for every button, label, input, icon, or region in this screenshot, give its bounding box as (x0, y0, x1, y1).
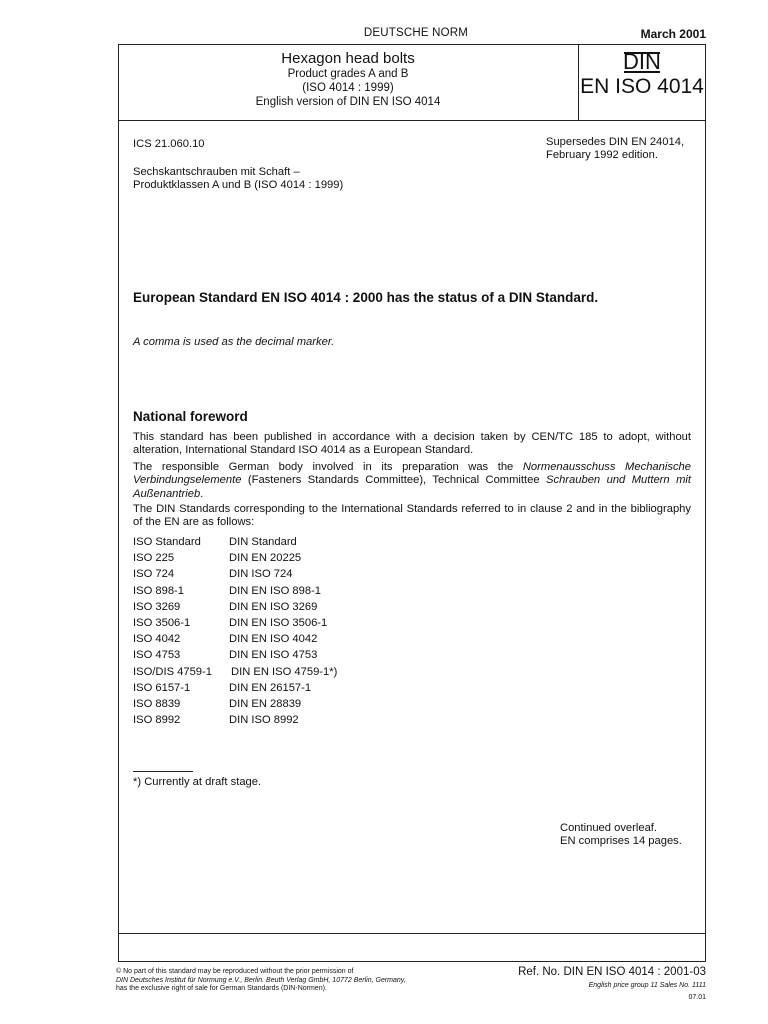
din-cell: DIN ISO 724 (229, 568, 293, 581)
iso-cell: ISO 3506-1 (133, 616, 191, 629)
standard-code: EN ISO 4014 (580, 75, 704, 98)
din-cell: DIN EN ISO 898-1 (229, 584, 322, 597)
iso-cell: ISO 898-1 (133, 584, 184, 597)
table-row (133, 631, 337, 647)
publication-date: March 2001 (640, 27, 706, 41)
status-statement: European Standard EN ISO 4014 : 2000 has the status of a DIN Standard. (133, 290, 599, 305)
german-title (133, 166, 343, 193)
title-iso-reference: (ISO 4014 : 1999) (302, 82, 394, 94)
din-cell: DIN EN ISO 3269 (229, 600, 318, 613)
footnote: *) Currently at draft stage. (133, 776, 262, 788)
copyright-notice (116, 968, 406, 994)
table-header-row (133, 534, 337, 550)
table-row (133, 647, 337, 663)
din-logo: DIN (623, 49, 661, 74)
national-foreword-heading: National foreword (133, 409, 248, 424)
german-title-line-2: Produktklassen A und B (ISO 4014 : 1999) (133, 179, 344, 192)
title-block (118, 50, 578, 109)
table-row (133, 680, 337, 696)
din-cell: DIN EN ISO 4042 (229, 633, 318, 646)
reference-number: Ref. No. DIN EN ISO 4014 : 2001-03 (518, 966, 706, 978)
iso-cell: ISO 724 (133, 568, 175, 581)
title-product-grades: Product grades A and B (287, 68, 409, 80)
iso-cell: ISO 3269 (133, 600, 181, 613)
copyright-line-2: DIN Deutsches Institut für Normung e.V., Berlin. Beuth Verlag GmbH, 10772 Berlin, Germany, (116, 976, 406, 984)
p2-technical-committee: Schrauben und Muttern mit Außenantrieb (133, 474, 691, 500)
page-count: EN comprises 14 pages. (560, 835, 682, 848)
table-row (133, 696, 337, 712)
continued-note (560, 822, 682, 849)
price-group: English price group 11 Sales No. 1111 (588, 982, 706, 989)
footnote-rule (133, 771, 193, 772)
table-row (133, 566, 337, 582)
din-cell: DIN EN ISO 4753 (229, 649, 318, 662)
table-row (133, 583, 337, 599)
supersedes-line-1: Supersedes DIN EN 24014, (546, 136, 685, 148)
column-header-iso: ISO Standard (133, 536, 201, 548)
iso-cell: ISO 6157-1 (133, 681, 191, 694)
decimal-marker-note: A comma is used as the decimal marker. (133, 336, 335, 348)
din-cell: DIN EN ISO 4759-1*) (231, 665, 338, 678)
copyright-line-1: © No part of this standard may be reproduced without the prior permission of (116, 968, 354, 975)
table-row (133, 550, 337, 566)
copyright-line-3: has the exclusive right of sale for German Standards (DIN-Normen). (116, 985, 327, 993)
ics-code: ICS 21.060.10 (133, 138, 205, 150)
p2-text-c: (Fasteners Standards Committee), Technical Committee (241, 474, 547, 487)
continued-overleaf: Continued overleaf. (560, 822, 658, 834)
german-title-line-1: Sechskantschrauben mit Schaft – (133, 166, 300, 178)
p2-committee-name: Normenausschuss Mechanische Verbindungselemente (133, 461, 691, 487)
supersedes-line-2: February 1992 edition. (546, 149, 658, 162)
iso-cell: ISO 8992 (133, 714, 181, 727)
standards-table (133, 534, 337, 728)
foreword-paragraph-1: This standard has been published in accordance with a decision taken by CEN/TC 185 to adopt, without alteration, International Standard ISO 4014 as a European Standard. (133, 431, 691, 457)
p2-text-e: . (200, 487, 204, 500)
din-cell: DIN EN 20225 (229, 552, 302, 565)
table-row (133, 599, 337, 615)
din-cell: DIN EN ISO 3506-1 (229, 616, 328, 629)
din-cell: DIN EN 28839 (229, 697, 302, 710)
iso-cell: ISO 225 (133, 552, 175, 565)
title-english-version: English version of DIN EN ISO 4014 (255, 96, 441, 108)
p2-text-a: The responsible German body involved in its preparation was the (133, 461, 523, 473)
foreword-paragraph-2 (133, 461, 691, 501)
version-code: 07.01 (688, 994, 706, 1001)
foreword-paragraph-3: The DIN Standards corresponding to the International Standards referred to in clause 2 and in the bibliography of the EN are as follows: (133, 503, 691, 529)
header-divider (119, 120, 705, 121)
norm-label: DEUTSCHE NORM (363, 27, 469, 39)
table-row (133, 615, 337, 631)
iso-cell: ISO 4042 (133, 633, 181, 646)
column-header-din: DIN Standard (229, 536, 297, 548)
document-title: Hexagon head bolts (281, 50, 415, 67)
din-cell: DIN EN 26157-1 (229, 681, 312, 694)
iso-cell: ISO 8839 (133, 697, 181, 710)
supersedes-note (546, 136, 684, 163)
iso-cell: ISO 4753 (133, 649, 181, 662)
din-cell: DIN ISO 8992 (229, 714, 299, 727)
table-row (133, 712, 337, 728)
din-block (578, 50, 706, 100)
footer-divider (119, 933, 705, 934)
iso-cell: ISO/DIS 4759-1 (133, 665, 212, 678)
table-row (133, 664, 337, 680)
